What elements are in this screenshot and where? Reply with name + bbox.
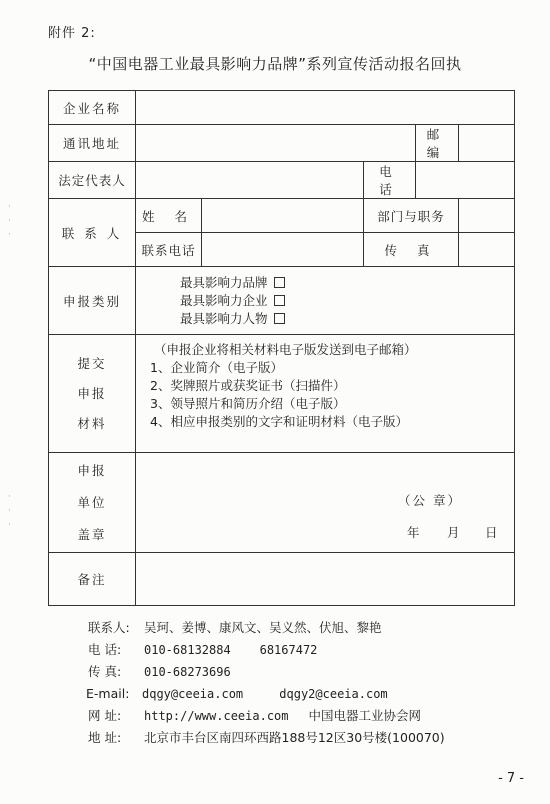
postcode-field[interactable] (459, 125, 515, 162)
contact-phone-label: 电 话: (88, 642, 122, 657)
date-month: 月 (447, 525, 460, 540)
checkbox (274, 313, 285, 324)
contact-fax-label: 传 真: (88, 664, 122, 679)
category-option-brand[interactable]: 最具影响力品牌 (180, 274, 514, 292)
fax-label: 传 真 (364, 233, 459, 267)
contact-fax: 010-68273696 (144, 665, 231, 679)
attachment-label: 附件 2: (48, 26, 96, 41)
seal-area[interactable] (136, 453, 515, 553)
phone-field[interactable] (416, 162, 515, 199)
materials-label-3: 材料 (77, 415, 107, 431)
page-number: - 7 - (498, 771, 524, 786)
company-name-field[interactable] (136, 91, 515, 125)
contact-website-link[interactable]: http://www.ceeia.com (144, 709, 289, 723)
fax-field[interactable] (459, 233, 515, 267)
contact-people-label: 联系人: (88, 620, 130, 635)
contact-emails[interactable]: dqgy@ceeia.com dqgy2@ceeia.com (142, 687, 388, 701)
checkbox (274, 295, 285, 306)
registration-form (48, 90, 515, 606)
address-field[interactable] (136, 125, 416, 162)
page-title: “中国电器工业最具影响力品牌”系列宣传活动报名回执 (88, 55, 462, 73)
seal-label-3: 盖章 (77, 526, 107, 542)
company-name-label: 企业名称 (49, 91, 136, 125)
org-name: 中国电器工业协会网 (308, 708, 422, 723)
materials-note: （申报企业将相关材料电子版发送到电子邮箱） (154, 342, 417, 357)
date-day: 日 (485, 525, 498, 540)
phone-label: 电 话 (364, 162, 416, 199)
contact-person-label: 联 系 人 (49, 199, 136, 267)
materials-label-1: 提交 (77, 355, 107, 371)
category-label: 申报类别 (49, 267, 136, 335)
category-option-person[interactable]: 最具影响力人物 (180, 310, 514, 328)
checkbox (274, 277, 285, 288)
materials-item: 2、奖牌照片或获奖证书（扫描件） (150, 378, 346, 393)
materials-label-2: 申报 (77, 385, 107, 401)
binding-mark: · · · (8, 492, 11, 530)
contact-email-label: E-mail: (86, 686, 130, 701)
seal-label-2: 单位 (77, 494, 107, 510)
category-option-enterprise[interactable]: 最具影响力企业 (180, 292, 514, 310)
contact-phones: 010-68132884 68167472 (144, 643, 318, 657)
name-label: 姓 名 (136, 199, 202, 233)
contact-phone-label: 联系电话 (136, 233, 202, 267)
remarks-label: 备注 (49, 553, 136, 606)
dept-position-field[interactable] (459, 199, 515, 233)
official-seal-text: （公 章） (398, 493, 462, 508)
date-year: 年 (407, 525, 420, 540)
postcode-label: 邮 编 (416, 125, 459, 162)
address-label: 通讯地址 (49, 125, 136, 162)
materials-item: 4、相应申报类别的文字和证明材料（电子版） (150, 414, 408, 429)
materials-item: 1、企业简介（电子版） (150, 360, 283, 375)
legal-rep-label: 法定代表人 (49, 162, 136, 199)
remarks-field[interactable] (136, 553, 515, 606)
contact-phone-field[interactable] (202, 233, 364, 267)
seal-label-1: 申报 (77, 462, 107, 478)
name-field[interactable] (202, 199, 364, 233)
legal-rep-field[interactable] (136, 162, 364, 199)
materials-item: 3、领导照片和简历介绍（电子版） (150, 396, 346, 411)
binding-mark: · · · (8, 202, 11, 240)
contact-info (88, 617, 445, 749)
dept-position-label: 部门与职务 (364, 199, 459, 233)
contact-address: 北京市丰台区南四环西路188号12区30号楼(100070) (144, 730, 445, 745)
contact-address-label: 地 址: (88, 730, 122, 745)
contact-web-label: 网 址: (88, 708, 122, 723)
contact-people: 吴珂、姜博、康风文、吴义然、伏旭、黎艳 (144, 620, 382, 635)
